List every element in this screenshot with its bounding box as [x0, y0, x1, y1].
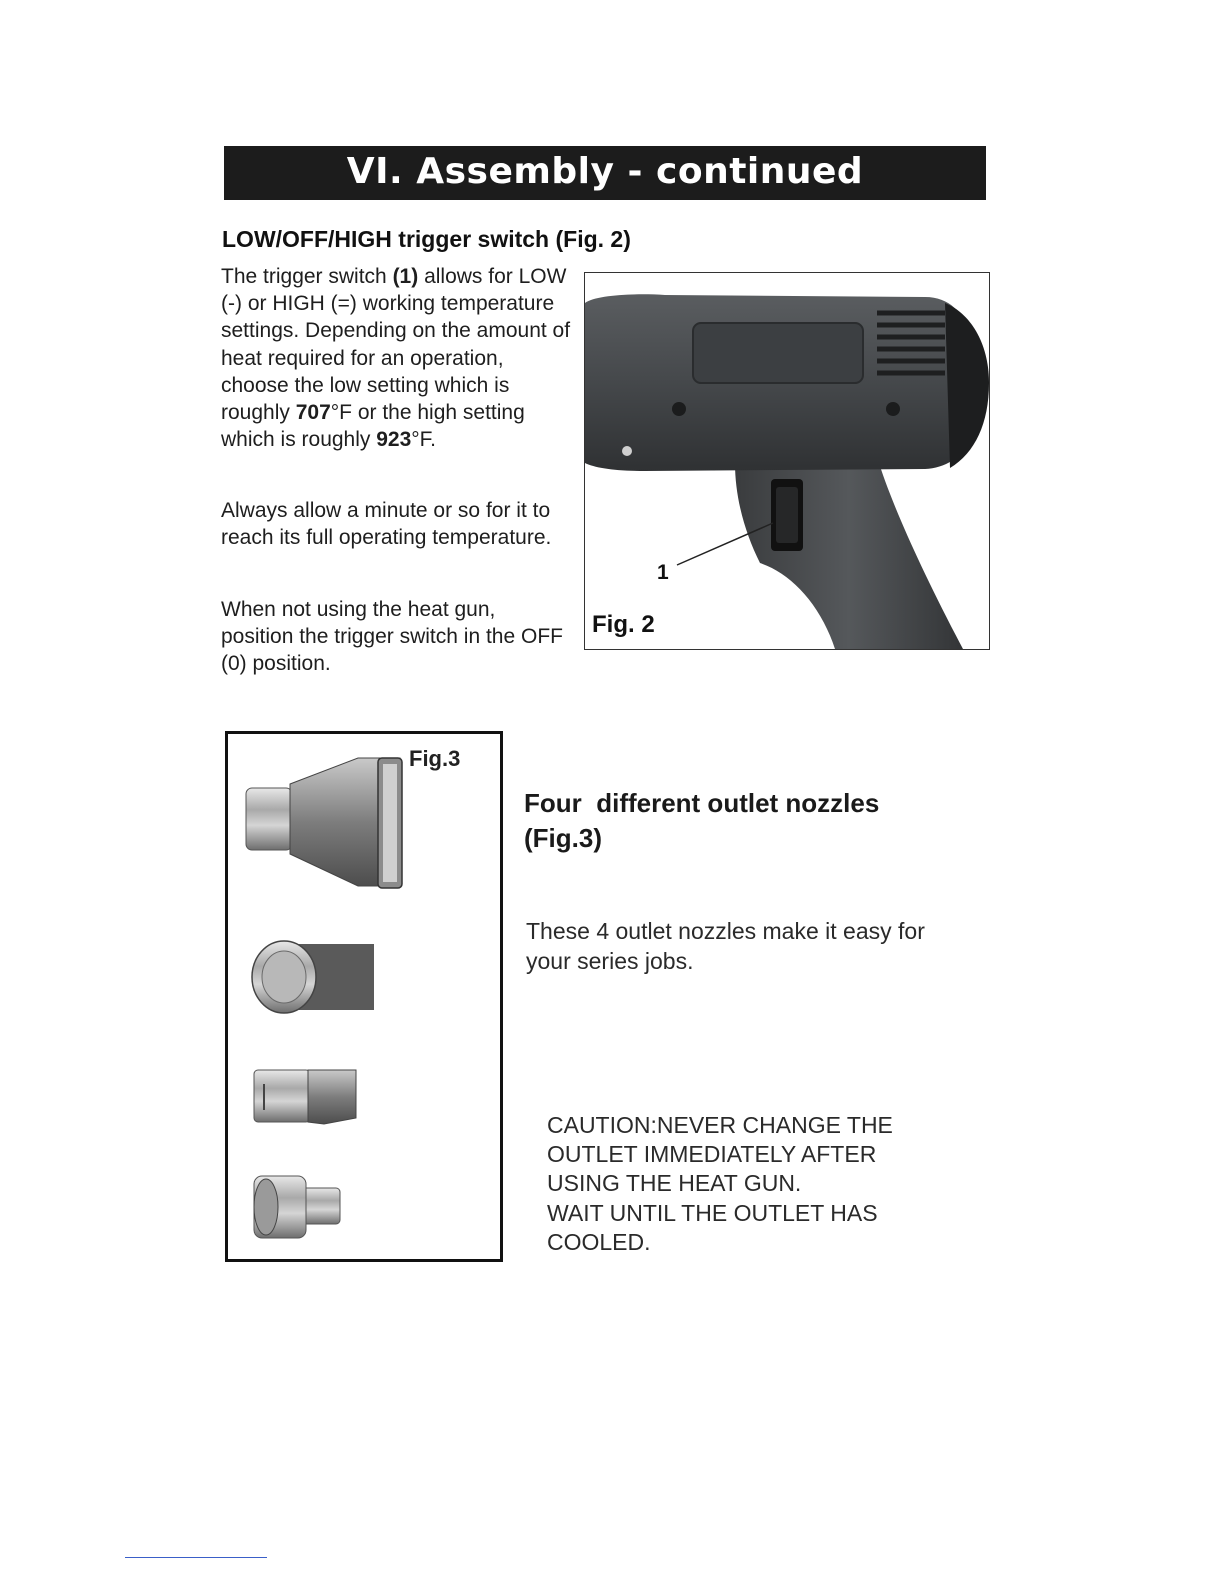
figure-2-heat-gun: [584, 272, 990, 650]
para-text: °F or the high setting which is roughly: [221, 401, 525, 452]
warmup-paragraph: Always allow a minute or so for it to reach its full operating temperature.: [221, 499, 552, 550]
trigger-switch-paragraph: [221, 263, 573, 453]
high-temp-value: 923: [376, 428, 412, 452]
body-panel: [693, 323, 863, 383]
glass-protector-nozzle-icon: [254, 1070, 356, 1124]
nozzles-heading-line1: Four different outlet nozzles: [524, 788, 880, 818]
flat-spreader-nozzle-icon: [246, 758, 402, 888]
trigger-switch-heading: LOW/OFF/HIGH trigger switch (Fig. 2): [222, 226, 631, 252]
handle-shape: [735, 446, 963, 649]
screw-hole: [672, 402, 686, 416]
caution-line: OUTLET IMMEDIATELY AFTER: [547, 1141, 877, 1168]
nozzles-illustration: [228, 734, 500, 1259]
trigger-switch-rocker: [776, 487, 798, 543]
reflector-nozzle-icon: [252, 941, 374, 1013]
heat-gun-illustration: [585, 273, 989, 649]
front-ring: [945, 303, 989, 468]
callout-number: 1: [657, 561, 669, 584]
nozzles-heading-line2: (Fig.3): [524, 823, 602, 853]
footer-rule: [125, 1557, 267, 1558]
para-text: The trigger switch: [221, 265, 393, 288]
para-text: °F.: [411, 428, 437, 452]
figure-3-label: Fig.3: [409, 746, 461, 771]
off-position-paragraph: When not using the heat gun, position the trigger switch in the OFF (0) position.: [221, 598, 563, 676]
figure-2-label: Fig. 2: [592, 611, 655, 638]
figure-3-nozzles: [225, 731, 503, 1262]
caution-line: USING THE HEAT GUN.: [547, 1170, 802, 1197]
screw-hole: [886, 402, 900, 416]
nozzles-description: These 4 outlet nozzles make it easy for your series jobs.: [526, 918, 925, 974]
caution-note: [547, 1111, 957, 1257]
section-banner: VI. Assembly - continued: [224, 146, 986, 200]
para-text: allows for LOW (-) or HIGH (=) working temperature settings. Depending on the amount of heat required for an operation, choose the low setting which is roughly: [221, 265, 571, 425]
low-temp-value: 707: [295, 401, 331, 425]
screw-head: [622, 446, 632, 456]
nozzles-heading: [524, 786, 964, 856]
para-bold-ref: (1): [392, 265, 419, 288]
caution-line: WAIT UNTIL THE OUTLET HAS: [547, 1199, 878, 1226]
reducer-nozzle-icon: [254, 1176, 340, 1238]
caution-line: CAUTION:NEVER CHANGE THE: [547, 1112, 893, 1138]
caution-line: COOLED.: [547, 1228, 651, 1255]
